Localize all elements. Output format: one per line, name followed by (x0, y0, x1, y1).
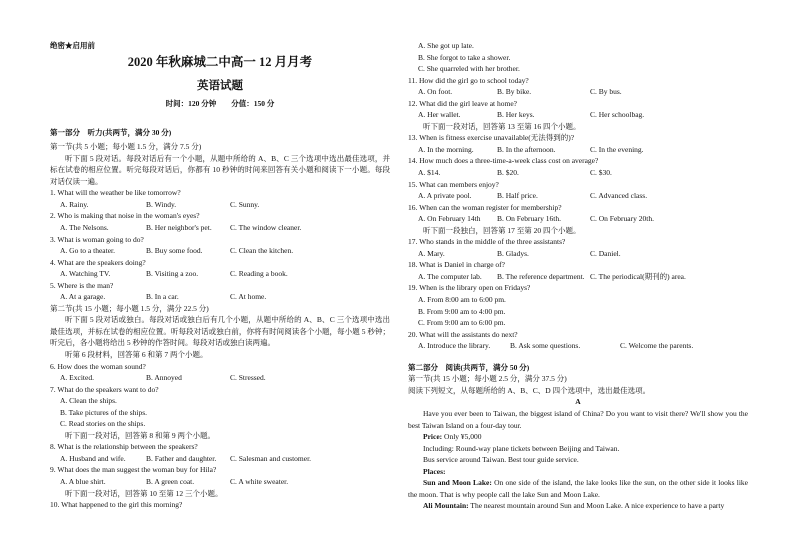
question-16-option-b: B. On February 16th. (497, 214, 561, 224)
question-11-stem: 11. How did the girl go to school today? (408, 75, 529, 85)
question-9-option-c: C. A white sweater. (230, 477, 289, 486)
question-4-options (50, 268, 390, 280)
question-11-option-a: A. On foot. (418, 87, 453, 97)
question-17-option-a: A. Mary. (418, 248, 445, 258)
question-1-option-c: C. Sunny. (230, 199, 260, 209)
section-note: 听第 6 段材料，回答第 6 和第 7 两个小题。 (65, 349, 208, 359)
question-11-option-c: C. By bus. (590, 87, 622, 97)
question-2-option-a: A. The Nelsons. (60, 222, 109, 232)
question-8-options (50, 453, 390, 465)
exam-subtitle: 英语试题 (197, 80, 243, 93)
listening-section2-instructions: 听下面 5 段对话或独白。每段对话或独白后有几个小题，从题中所给的 A、B、C 三个选项中选出最佳选项，并标在试卷的相应位置。听每段对话或独白前，你将有时间阅读各个小题，每小题 5 秒钟；听完后，各小题将给出 5 秒钟的作答时间。每段对话或独白读两遍。 (50, 315, 390, 348)
question-16-option-c: C. On February 20th. (590, 214, 654, 224)
section-note: 听下面一段对话，回答第 13 至第 16 四个小题。 (423, 121, 581, 131)
listening-part-heading: 第一部分 听力(共两节，满分 30 分) (50, 128, 172, 138)
place-label: Ali Mountain: (423, 501, 469, 511)
question-5-option-a: A. At a garage. (60, 292, 106, 302)
question-9-option-a: A. A blue shirt. (60, 477, 106, 486)
confidential-mark: 绝密★启用前 (50, 41, 95, 50)
place-ali-mountain (408, 500, 748, 512)
question-7-stem: 7. What do the speakers want to do? (50, 384, 159, 394)
question-11-options (408, 86, 748, 98)
question-14-options (408, 167, 748, 179)
question-14-option-c: C. $30. (590, 168, 612, 178)
question-10-option-a: A. She got up late. (418, 41, 474, 50)
question-8-option-a: A. Husband and wife. (60, 453, 126, 463)
question-7-option-c: C. Read stories on the ships. (60, 419, 146, 429)
question-5-stem: 5. Where is the man? (50, 280, 114, 290)
question-8-stem: 8. What is the relationship between the speakers? (50, 442, 198, 452)
question-6-options (50, 372, 390, 384)
question-6-option-b: B. Annoyed (146, 373, 182, 383)
question-8-option-b: B. Father and daughter. (146, 453, 217, 463)
question-3-option-c: C. Clean the kitchen. (230, 246, 294, 256)
question-15-stem: 15. What can members enjoy? (408, 179, 499, 189)
section-note: 听下面一段独白，回答第 17 至第 20 四个小题。 (423, 225, 581, 235)
exam-time-score: 时间：120 分钟 分值：150 分 (165, 99, 275, 109)
question-2-stem: 2. Who is making that noise in the woman's eyes? (50, 211, 200, 221)
listening-section1-instructions: 听下面 5 段对话。每段对话后有一个小题，从题中所给的 A、B、C 三个选项中选出最佳选项，并标在试卷的相应位置。听完每段对话后，你都有 10 秒钟的时间来回答有关小题和阅读下一小题。每段对话仅读一遍。 (50, 153, 390, 186)
question-7-option-b: B. Take pictures of the ships. (60, 407, 148, 417)
question-8-option-c: C. Salesman and customer. (230, 453, 312, 463)
section-note: 听下面一段对话，回答第 8 和第 9 两个小题。 (65, 430, 215, 440)
question-15-options (408, 190, 748, 202)
question-14-option-a: A. $14. (418, 168, 441, 178)
question-12-option-a: A. Her wallet. (418, 110, 461, 120)
passage-letter: A (575, 397, 581, 407)
question-13-option-c: C. In the evening. (590, 144, 644, 154)
question-2-option-c: C. The window cleaner. (230, 222, 302, 232)
passage-intro: Have you ever been to Taiwan, the biggest island of China? Do you want to visit there? We'll show you the best Taiwan Island on a four-day tour. (408, 408, 748, 430)
question-7-option-a: A. Clean the ships. (60, 396, 117, 406)
question-13-option-a: A. In the morning. (418, 144, 474, 154)
question-12-stem: 12. What did the girl leave at home? (408, 98, 517, 108)
question-6-option-c: C. Stressed. (230, 373, 266, 383)
question-4-option-a: A. Watching TV. (60, 269, 111, 279)
question-17-options (408, 248, 748, 260)
question-18-option-a: A. The computer lab. (418, 271, 482, 281)
question-11-option-b: B. By bike. (497, 87, 532, 97)
question-12-options (408, 109, 748, 121)
question-5-option-b: B. In a car. (146, 292, 179, 302)
question-19-option-c: C. From 9:00 am to 6:00 pm. (418, 318, 506, 328)
question-2-option-b: B. Her neighbor's pet. (146, 222, 212, 232)
question-13-options (408, 144, 748, 156)
question-18-stem: 18. What is Daniel in charge of? (408, 260, 505, 270)
question-20-option-a: A. Introduce the library. (418, 341, 491, 351)
place-description: On one side of the island, the lake looks like the sun, on the other side it looks like the moon. That is why people call the lake Sun and Moon Lake. (408, 478, 749, 499)
question-20-option-b: B. Ask some questions. (510, 341, 581, 351)
question-3-options (50, 245, 390, 257)
question-6-option-a: A. Excited. (60, 373, 94, 383)
section-note: 听下面一段对话，回答第 10 至第 12 三个小题。 (65, 488, 223, 498)
place-description: The nearest mountain around Sun and Moon Lake. A nice experience to have a party (470, 501, 725, 511)
question-14-stem: 14. How much does a three-time-a-week class cost on average? (408, 156, 599, 166)
question-16-options (408, 213, 748, 225)
question-2-options (50, 222, 390, 234)
question-16-option-a: A. On February 14th (418, 214, 481, 224)
question-19-option-a: A. From 8:00 am to 6:00 pm. (418, 295, 506, 305)
question-1-option-a: A. Rainy. (60, 199, 89, 209)
question-3-option-b: B. Buy some food. (146, 246, 203, 256)
question-10-option-b: B. She forgot to take a shower. (418, 52, 511, 62)
reading-section1-instructions: 阅读下列短文，从每题所给的 A、B、C、D 四个选项中，选出最佳选项。 (408, 385, 651, 395)
question-20-stem: 20. What will the assistants do next? (408, 329, 518, 339)
place-sun-moon-lake (408, 477, 748, 500)
question-4-option-b: B. Visiting a zoo. (146, 269, 199, 279)
question-17-stem: 17. Who stands in the middle of the three assistants? (408, 237, 566, 247)
question-17-option-b: B. Gladys. (497, 248, 529, 258)
price-value: Only ¥5,000 (444, 432, 482, 442)
question-9-stem: 9. What does the man suggest the woman buy for Hila? (50, 465, 217, 475)
question-4-option-c: C. Reading a book. (230, 269, 288, 279)
question-12-option-c: C. Her schoolbag. (590, 110, 645, 120)
left-column (50, 40, 390, 511)
passage-bus-service: Bus service around Taiwan. Best tour guide service. (423, 455, 579, 465)
question-1-option-b: B. Windy. (146, 199, 177, 209)
question-3-stem: 3. What is woman going to do? (50, 234, 144, 244)
price-label: Price: (423, 432, 443, 442)
right-column (408, 40, 748, 512)
reading-section1-heading: 第一节(共 15 小题；每小题 2.5 分，满分 37.5 分) (408, 374, 567, 384)
question-18-option-c: C. The periodical(期刊的) area. (590, 271, 686, 281)
question-19-option-b: B. From 9:00 am to 4:00 pm. (418, 306, 506, 316)
question-13-option-b: B. In the afternoon. (497, 144, 556, 154)
question-12-option-b: B. Her keys. (497, 110, 535, 120)
exam-title: 2020 年秋麻城二中高一 12 月月考 (127, 55, 313, 70)
question-15-option-c: C. Advanced class. (590, 191, 648, 201)
question-14-option-b: B. $20. (497, 168, 519, 178)
question-9-options (50, 476, 390, 488)
question-20-options (408, 340, 748, 352)
question-4-stem: 4. What are the speakers doing? (50, 257, 146, 267)
reading-part-heading: 第二部分 阅读(共两节，满分 50 分) (408, 362, 530, 372)
question-20-option-c: C. Welcome the parents. (620, 341, 694, 351)
question-9-option-b: B. A green coat. (146, 477, 195, 486)
place-label: Sun and Moon Lake: (423, 478, 492, 488)
listening-section2-heading: 第二节(共 15 小题；每小题 1.5 分，满分 22.5 分) (50, 303, 209, 313)
question-18-option-b: B. The reference department. (497, 271, 585, 281)
question-18-options (408, 271, 748, 283)
question-6-stem: 6. How does the woman sound? (50, 361, 146, 371)
listening-section1-heading: 第一节(共 5 小题；每小题 1.5 分，满分 7.5 分) (50, 142, 202, 152)
question-19-stem: 19. When is the library open on Fridays? (408, 283, 531, 293)
question-17-option-c: C. Daniel. (590, 248, 621, 258)
question-15-option-b: B. Half price. (497, 191, 538, 201)
question-13-stem: 13. When is fitness exercise unavailable(无法得到的)? (408, 133, 575, 143)
question-5-options (50, 291, 390, 303)
question-3-option-a: A. Go to a theater. (60, 246, 115, 256)
places-label: Places: (423, 466, 446, 476)
passage-price (408, 431, 748, 443)
question-5-option-c: C. At home. (230, 292, 267, 302)
question-1-options (50, 199, 390, 211)
passage-including: Including: Round-way plane tickets between Beijing and Taiwan. (423, 443, 620, 453)
question-15-option-a: A. A private pool. (418, 191, 472, 201)
question-10-stem: 10. What happened to the girl this morning? (50, 500, 183, 510)
question-10-option-c: C. She quarreled with her brother. (418, 64, 520, 74)
question-1-stem: 1. What will the weather be like tomorrow? (50, 188, 181, 198)
question-16-stem: 16. When can the woman register for membership? (408, 202, 562, 212)
